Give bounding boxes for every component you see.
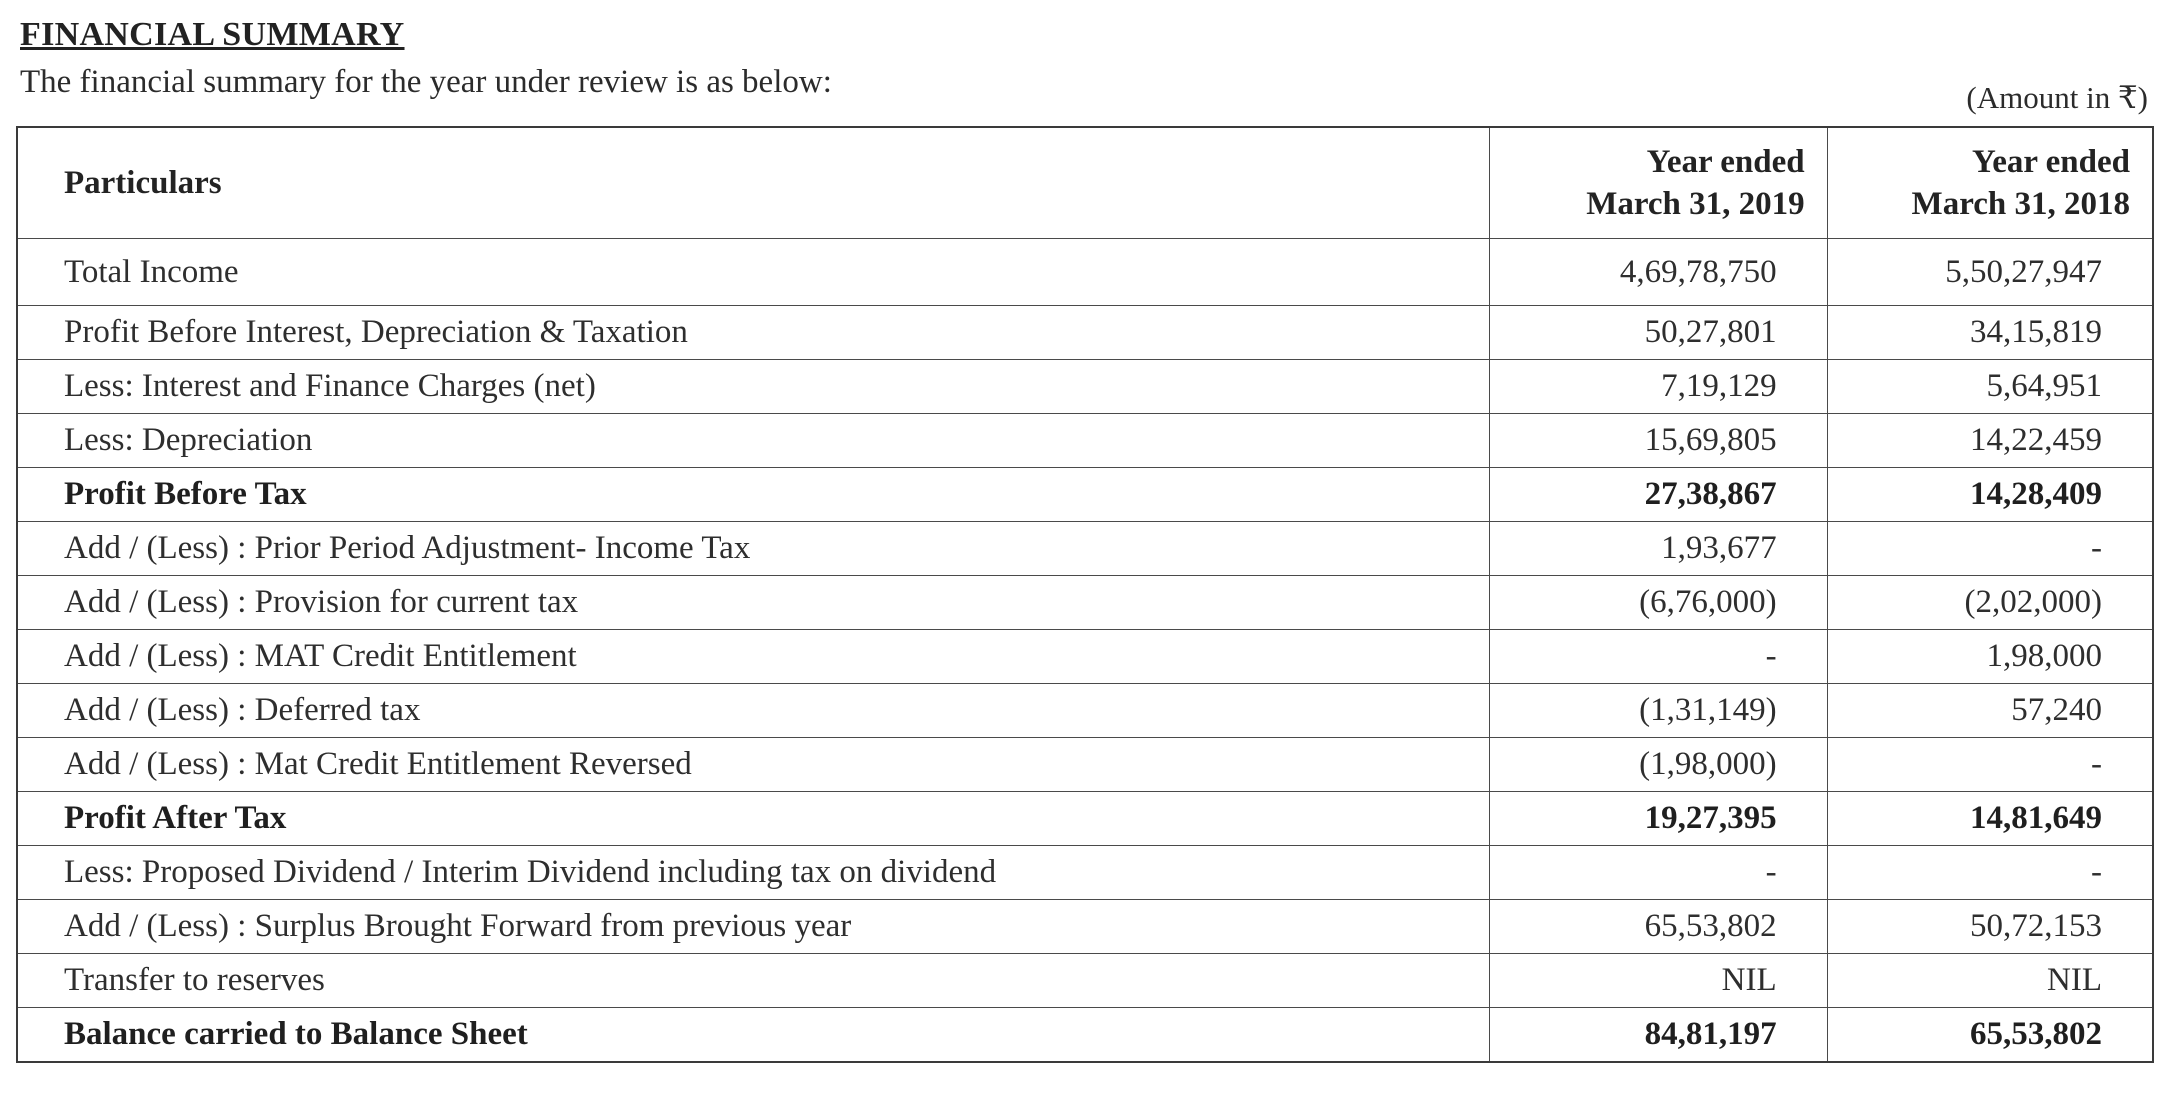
table-row	[17, 360, 2153, 414]
table-row	[17, 900, 2153, 954]
row-label: Less: Depreciation	[17, 414, 1489, 468]
table-row	[17, 468, 2153, 522]
table-row	[17, 239, 2153, 306]
table-row	[17, 846, 2153, 900]
value-2018: -	[1827, 846, 2153, 900]
row-label: Less: Interest and Finance Charges (net)	[17, 360, 1489, 414]
amount-unit-note: (Amount in ₹)	[1966, 80, 2148, 115]
table-row	[17, 684, 2153, 738]
table-row	[17, 522, 2153, 576]
row-label: Profit Before Tax	[17, 468, 1489, 522]
header-year-2018-line2: March 31, 2018	[1911, 186, 2130, 222]
header-year-2019	[1489, 127, 1827, 239]
header-year-2019-line1: Year ended	[1646, 144, 1805, 180]
table-row	[17, 414, 2153, 468]
value-2019: 84,81,197	[1489, 1008, 1827, 1063]
value-2018: NIL	[1827, 954, 2153, 1008]
table-row	[17, 306, 2153, 360]
table-row	[17, 792, 2153, 846]
value-2018: 14,28,409	[1827, 468, 2153, 522]
value-2019: NIL	[1489, 954, 1827, 1008]
row-label: Add / (Less) : Surplus Brought Forward from previous year	[17, 900, 1489, 954]
value-2019: -	[1489, 630, 1827, 684]
value-2018: -	[1827, 522, 2153, 576]
value-2019: 27,38,867	[1489, 468, 1827, 522]
row-label: Balance carried to Balance Sheet	[17, 1008, 1489, 1063]
value-2018: 14,22,459	[1827, 414, 2153, 468]
row-label: Add / (Less) : Mat Credit Entitlement Reversed	[17, 738, 1489, 792]
header-year-2018	[1827, 127, 2153, 239]
value-2019: (1,31,149)	[1489, 684, 1827, 738]
row-label: Profit Before Interest, Depreciation & Taxation	[17, 306, 1489, 360]
row-label: Total Income	[17, 239, 1489, 306]
table-row	[17, 738, 2153, 792]
value-2019: 19,27,395	[1489, 792, 1827, 846]
value-2019: (6,76,000)	[1489, 576, 1827, 630]
row-label: Add / (Less) : Provision for current tax	[17, 576, 1489, 630]
value-2019: (1,98,000)	[1489, 738, 1827, 792]
value-2019: 7,19,129	[1489, 360, 1827, 414]
value-2019: 50,27,801	[1489, 306, 1827, 360]
section-heading: FINANCIAL SUMMARY	[20, 16, 405, 53]
header-year-2018-line1: Year ended	[1972, 144, 2130, 180]
table-body	[17, 239, 2153, 1063]
row-label: Profit After Tax	[17, 792, 1489, 846]
value-2018: 5,64,951	[1827, 360, 2153, 414]
value-2019: -	[1489, 846, 1827, 900]
table-row	[17, 630, 2153, 684]
value-2018: 1,98,000	[1827, 630, 2153, 684]
value-2018: 34,15,819	[1827, 306, 2153, 360]
value-2019: 15,69,805	[1489, 414, 1827, 468]
row-label: Add / (Less) : MAT Credit Entitlement	[17, 630, 1489, 684]
value-2018: 57,240	[1827, 684, 2153, 738]
financial-summary-table	[16, 126, 2154, 1063]
table-header-row	[17, 127, 2153, 239]
header-year-2019-line2: March 31, 2019	[1586, 186, 1805, 222]
table-row	[17, 1008, 2153, 1063]
value-2018: 65,53,802	[1827, 1008, 2153, 1063]
value-2019: 4,69,78,750	[1489, 239, 1827, 306]
value-2019: 65,53,802	[1489, 900, 1827, 954]
header-particulars: Particulars	[17, 127, 1489, 239]
value-2019: 1,93,677	[1489, 522, 1827, 576]
value-2018: 5,50,27,947	[1827, 239, 2153, 306]
row-label: Less: Proposed Dividend / Interim Dividend including tax on dividend	[17, 846, 1489, 900]
value-2018: -	[1827, 738, 2153, 792]
intro-text: The financial summary for the year under review is as below:	[20, 64, 832, 100]
value-2018: 50,72,153	[1827, 900, 2153, 954]
row-label: Add / (Less) : Prior Period Adjustment- Income Tax	[17, 522, 1489, 576]
row-label: Transfer to reserves	[17, 954, 1489, 1008]
table-row	[17, 576, 2153, 630]
table-row	[17, 954, 2153, 1008]
value-2018: (2,02,000)	[1827, 576, 2153, 630]
value-2018: 14,81,649	[1827, 792, 2153, 846]
row-label: Add / (Less) : Deferred tax	[17, 684, 1489, 738]
